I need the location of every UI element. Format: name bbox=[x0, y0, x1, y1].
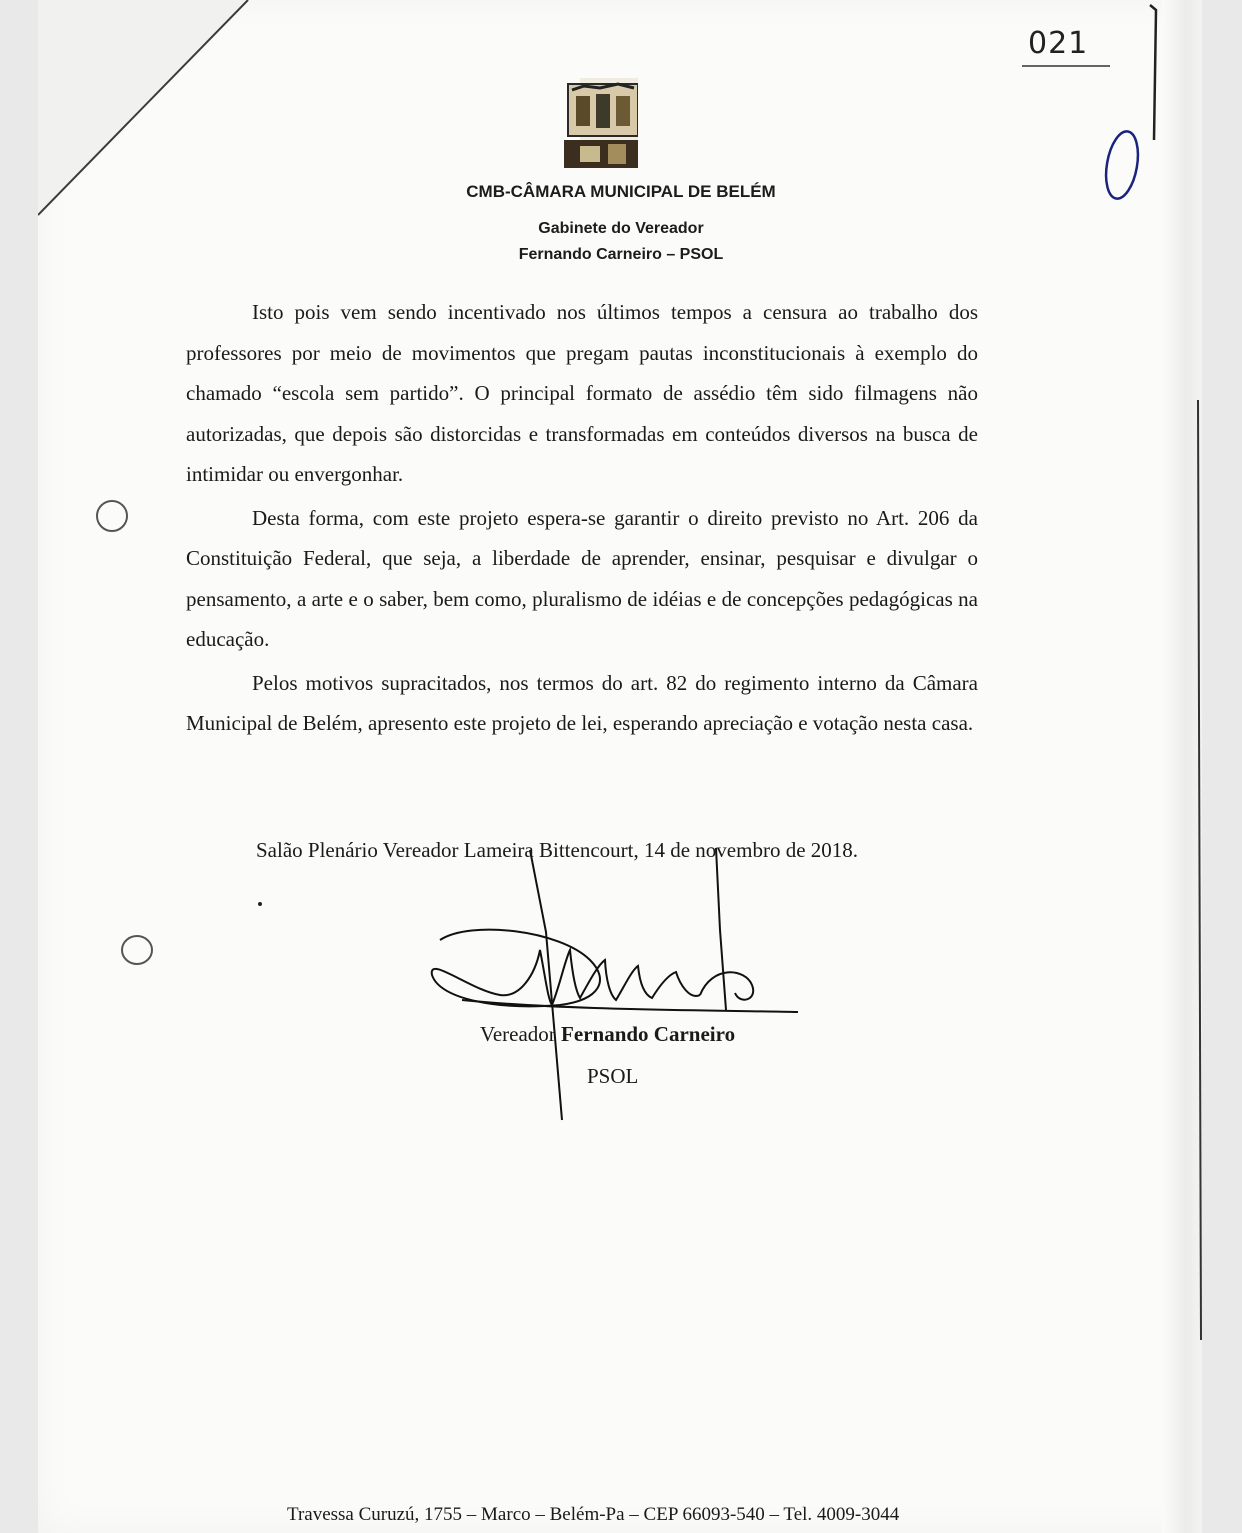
punch-hole-bottom bbox=[122, 936, 152, 964]
institution-header: CMB-CÂMARA MUNICIPAL DE BELÉM bbox=[466, 182, 776, 201]
signer-party: PSOL bbox=[587, 1064, 639, 1088]
paragraph: Desta forma, com este projeto espera-se garantir o direito previsto no Art. 206 da Constituição Federal, que seja, a liberdade de aprender, ensinar, pesquisar e divulgar o pensamento, a arte e o saber, bem como, pluralismo de idéias e de concepções pedagógicas na educação. bbox=[186, 505, 978, 651]
signer-title: Vereador bbox=[480, 1022, 556, 1046]
punch-hole-top bbox=[97, 501, 127, 531]
signer-name-line bbox=[480, 1022, 735, 1047]
place-and-date: Salão Plenário Vereador Lameira Bittencourt, 14 de novembro de 2018. bbox=[256, 838, 859, 862]
paragraph: Pelos motivos supracitados, nos termos do art. 82 do regimento interno da Câmara Municipal de Belém, apresento este projeto de lei, esperando apreciação e votação nesta casa. bbox=[186, 670, 978, 735]
paragraph: Isto pois vem sendo incentivado nos últimos tempos a censura ao trabalho dos professores por meio de movimentos que pregam pautas inconstitucionais à exemplo do chamado “escola sem partido”. O principal formato de assédio têm sido filmagens não autorizadas, que depois são distorcidas e transformadas em conteúdos diversos na busca de intimidar ou envergonhar. bbox=[186, 300, 978, 486]
signer-name: Fernando Carneiro bbox=[561, 1022, 736, 1046]
margin-bracket-mark bbox=[1150, 5, 1156, 140]
office-header: Gabinete do Vereador bbox=[538, 220, 704, 237]
justification-body bbox=[186, 292, 978, 747]
right-edge-line bbox=[1198, 400, 1201, 1340]
chamber-logo bbox=[560, 78, 638, 168]
councilor-header: Fernando Carneiro – PSOL bbox=[518, 246, 724, 263]
page-number-stamp: 021 bbox=[1028, 26, 1089, 61]
footer-address: Travessa Curuzú, 1755 – Marco – Belém-Pa – CEP 66093-540 – Tel. 4009-3044 bbox=[287, 1504, 900, 1525]
